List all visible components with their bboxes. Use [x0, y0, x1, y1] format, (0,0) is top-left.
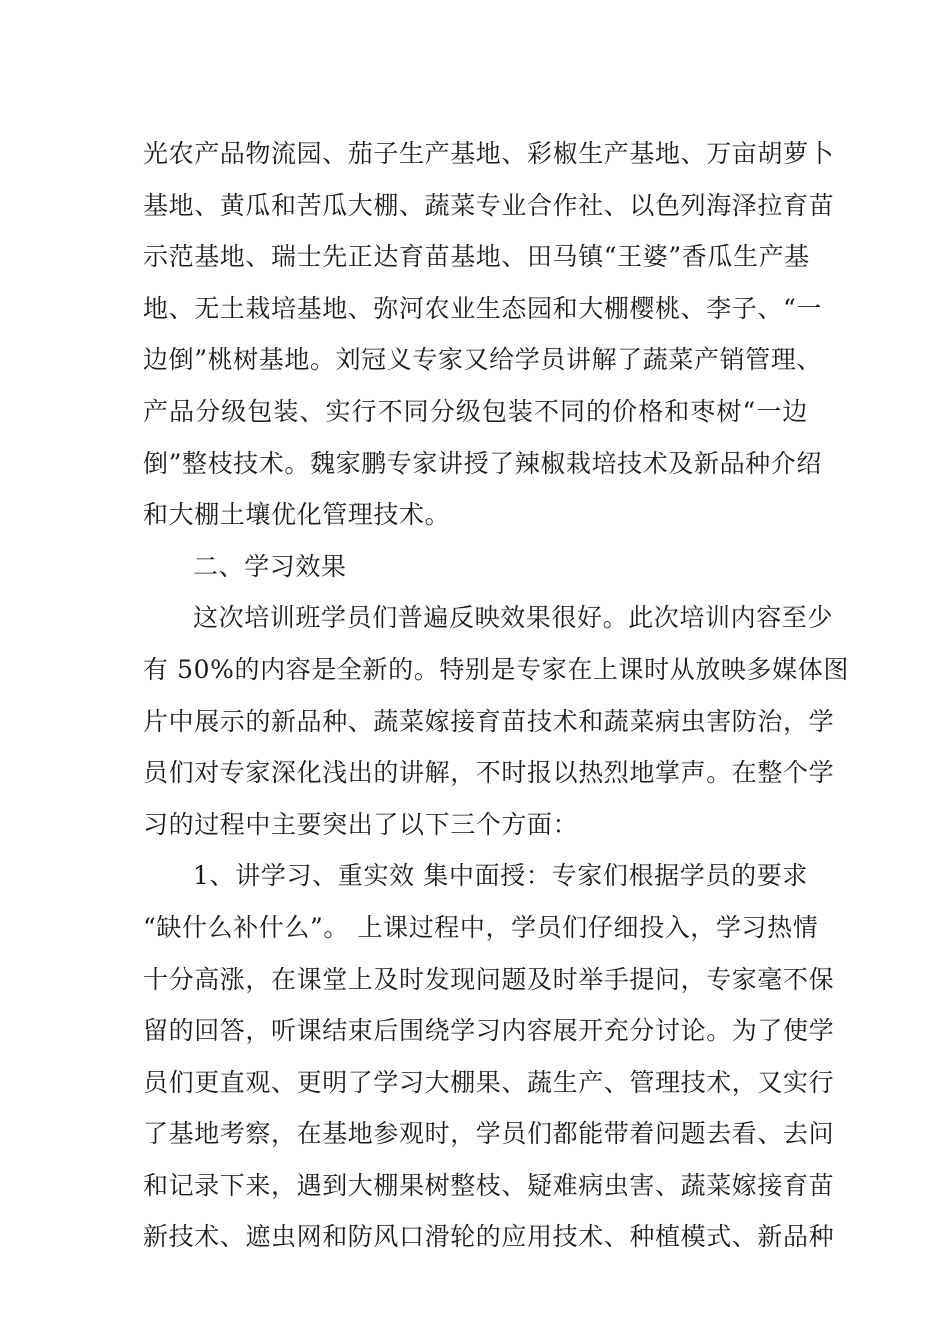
text-line: 员们更直观、更明了学习大棚果、蔬生产、管理技术，又实行 — [143, 1067, 835, 1097]
text-line: 员们对专家深化浅出的讲解，不时报以热烈地掌声。在整个学 — [143, 758, 835, 788]
document-body — [143, 128, 849, 1263]
text-line: 新技术、遮虫网和防风口滑轮的应用技术、种植模式、新品种 — [143, 1222, 835, 1252]
text-line: 1、讲学习、重实效 集中面授：专家们根据学员的要求 — [193, 861, 808, 891]
text-line: 和大棚土壤优化管理技术。 — [143, 500, 451, 530]
text-line: 有 50%的内容是全新的。特别是专家在上课时从放映多媒体图 — [143, 654, 849, 684]
text-line: 习的过程中主要突出了以下三个方面： — [143, 809, 579, 839]
text-line: 了基地考察，在基地参观时，学员们都能带着问题去看、去问 — [143, 1119, 835, 1149]
text-line: “缺什么补什么”。 上课过程中，学员们仔细投入，学习热情 — [143, 912, 819, 942]
text-line: 二、学习效果 — [193, 551, 347, 581]
text-line: 片中展示的新品种、蔬菜嫁接育苗技术和蔬菜病虫害防治，学 — [143, 706, 835, 736]
text-line: 示范基地、瑞士先正达育苗基地、田马镇“王婆”香瓜生产基 — [143, 242, 810, 272]
text-line: 留的回答，听课结束后围绕学习内容展开充分讨论。为了使学 — [143, 1016, 835, 1046]
text-line: 这次培训班学员们普遍反映效果很好。此次培训内容至少 — [193, 603, 834, 633]
text-line: 倒”整枝技术。魏家鹏专家讲授了辣椒栽培技术及新品种介绍 — [143, 448, 822, 478]
text-line: 光农产品物流园、茄子生产基地、彩椒生产基地、万亩胡萝卜 — [143, 139, 835, 168]
text-line: 基地、黄瓜和苦瓜大棚、蔬菜专业合作社、以色列海泽拉育苗 — [143, 190, 835, 220]
text-line: 产品分级包装、实行不同分级包装不同的价格和枣树“一边 — [143, 396, 808, 426]
text-line: 地、无土栽培基地、弥河农业生态园和大棚樱桃、李子、“一 — [143, 293, 822, 323]
text-line: 和记录下来，遇到大棚果树整枝、疑难病虫害、蔬菜嫁接育苗 — [143, 1170, 835, 1200]
text-line: 十分高涨，在课堂上及时发现问题及时举手提问，专家毫不保 — [143, 964, 835, 994]
text-line: 边倒”桃树基地。刘冠义专家又给学员讲解了蔬菜产销管理、 — [143, 345, 822, 375]
